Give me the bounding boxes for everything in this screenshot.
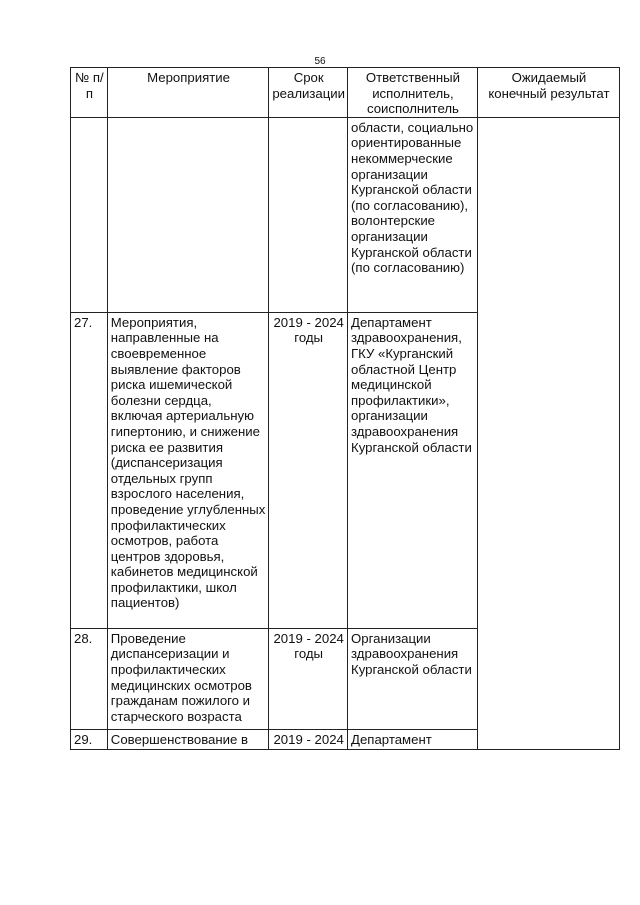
- cell-term: [269, 117, 348, 312]
- cell-event: [107, 117, 269, 312]
- measures-table: [70, 67, 620, 750]
- cell-num: [71, 117, 108, 312]
- table-header-row: [71, 68, 620, 118]
- cell-responsible: Организации здравоохранения Курганской области: [348, 628, 478, 729]
- cell-responsible: Департамент: [348, 729, 478, 749]
- cell-num: 27.: [71, 312, 108, 628]
- cell-event: Совершенствование в: [107, 729, 269, 749]
- cell-responsible: области, социально ориентированные некоммерческие организации Курганской области (по согласованию), волонтерские организации Курганской области (по согласованию): [348, 117, 478, 312]
- table-row-continuation: [71, 117, 620, 312]
- cell-num: 29.: [71, 729, 108, 749]
- cell-term: 2019 - 2024 годы: [269, 312, 348, 628]
- cell-event: Проведение диспансеризации и профилактических медицинских осмотров гражданам пожилого и старческого возраста: [107, 628, 269, 729]
- header-responsible: Ответственный исполнитель, соисполнитель: [348, 68, 478, 118]
- cell-responsible: Департамент здравоохранения, ГКУ «Курганский областной Центр медицинской профилактики», организации здравоохранения Курганской области: [348, 312, 478, 628]
- cell-term: 2019 - 2024: [269, 729, 348, 749]
- header-result: Ожидаемый конечный результат: [477, 68, 619, 118]
- cell-result: [477, 117, 619, 749]
- header-num: № п/п: [71, 68, 108, 118]
- header-event: Мероприятие: [107, 68, 269, 118]
- header-term: Срок реализации: [269, 68, 348, 118]
- page-number: 56: [314, 56, 326, 67]
- cell-num: 28.: [71, 628, 108, 729]
- cell-term: 2019 - 2024 годы: [269, 628, 348, 729]
- cell-event: Мероприятия, направленные на своевременное выявление факторов риска ишемической болезни сердца, включая артериальную гипертонию, и снижение риска ее развития (диспансеризация отдельных групп взрослого населения, проведение углубленных профилактических осмотров, работа центров здоровья, кабинетов медицинской профилактики, школ пациентов): [107, 312, 269, 628]
